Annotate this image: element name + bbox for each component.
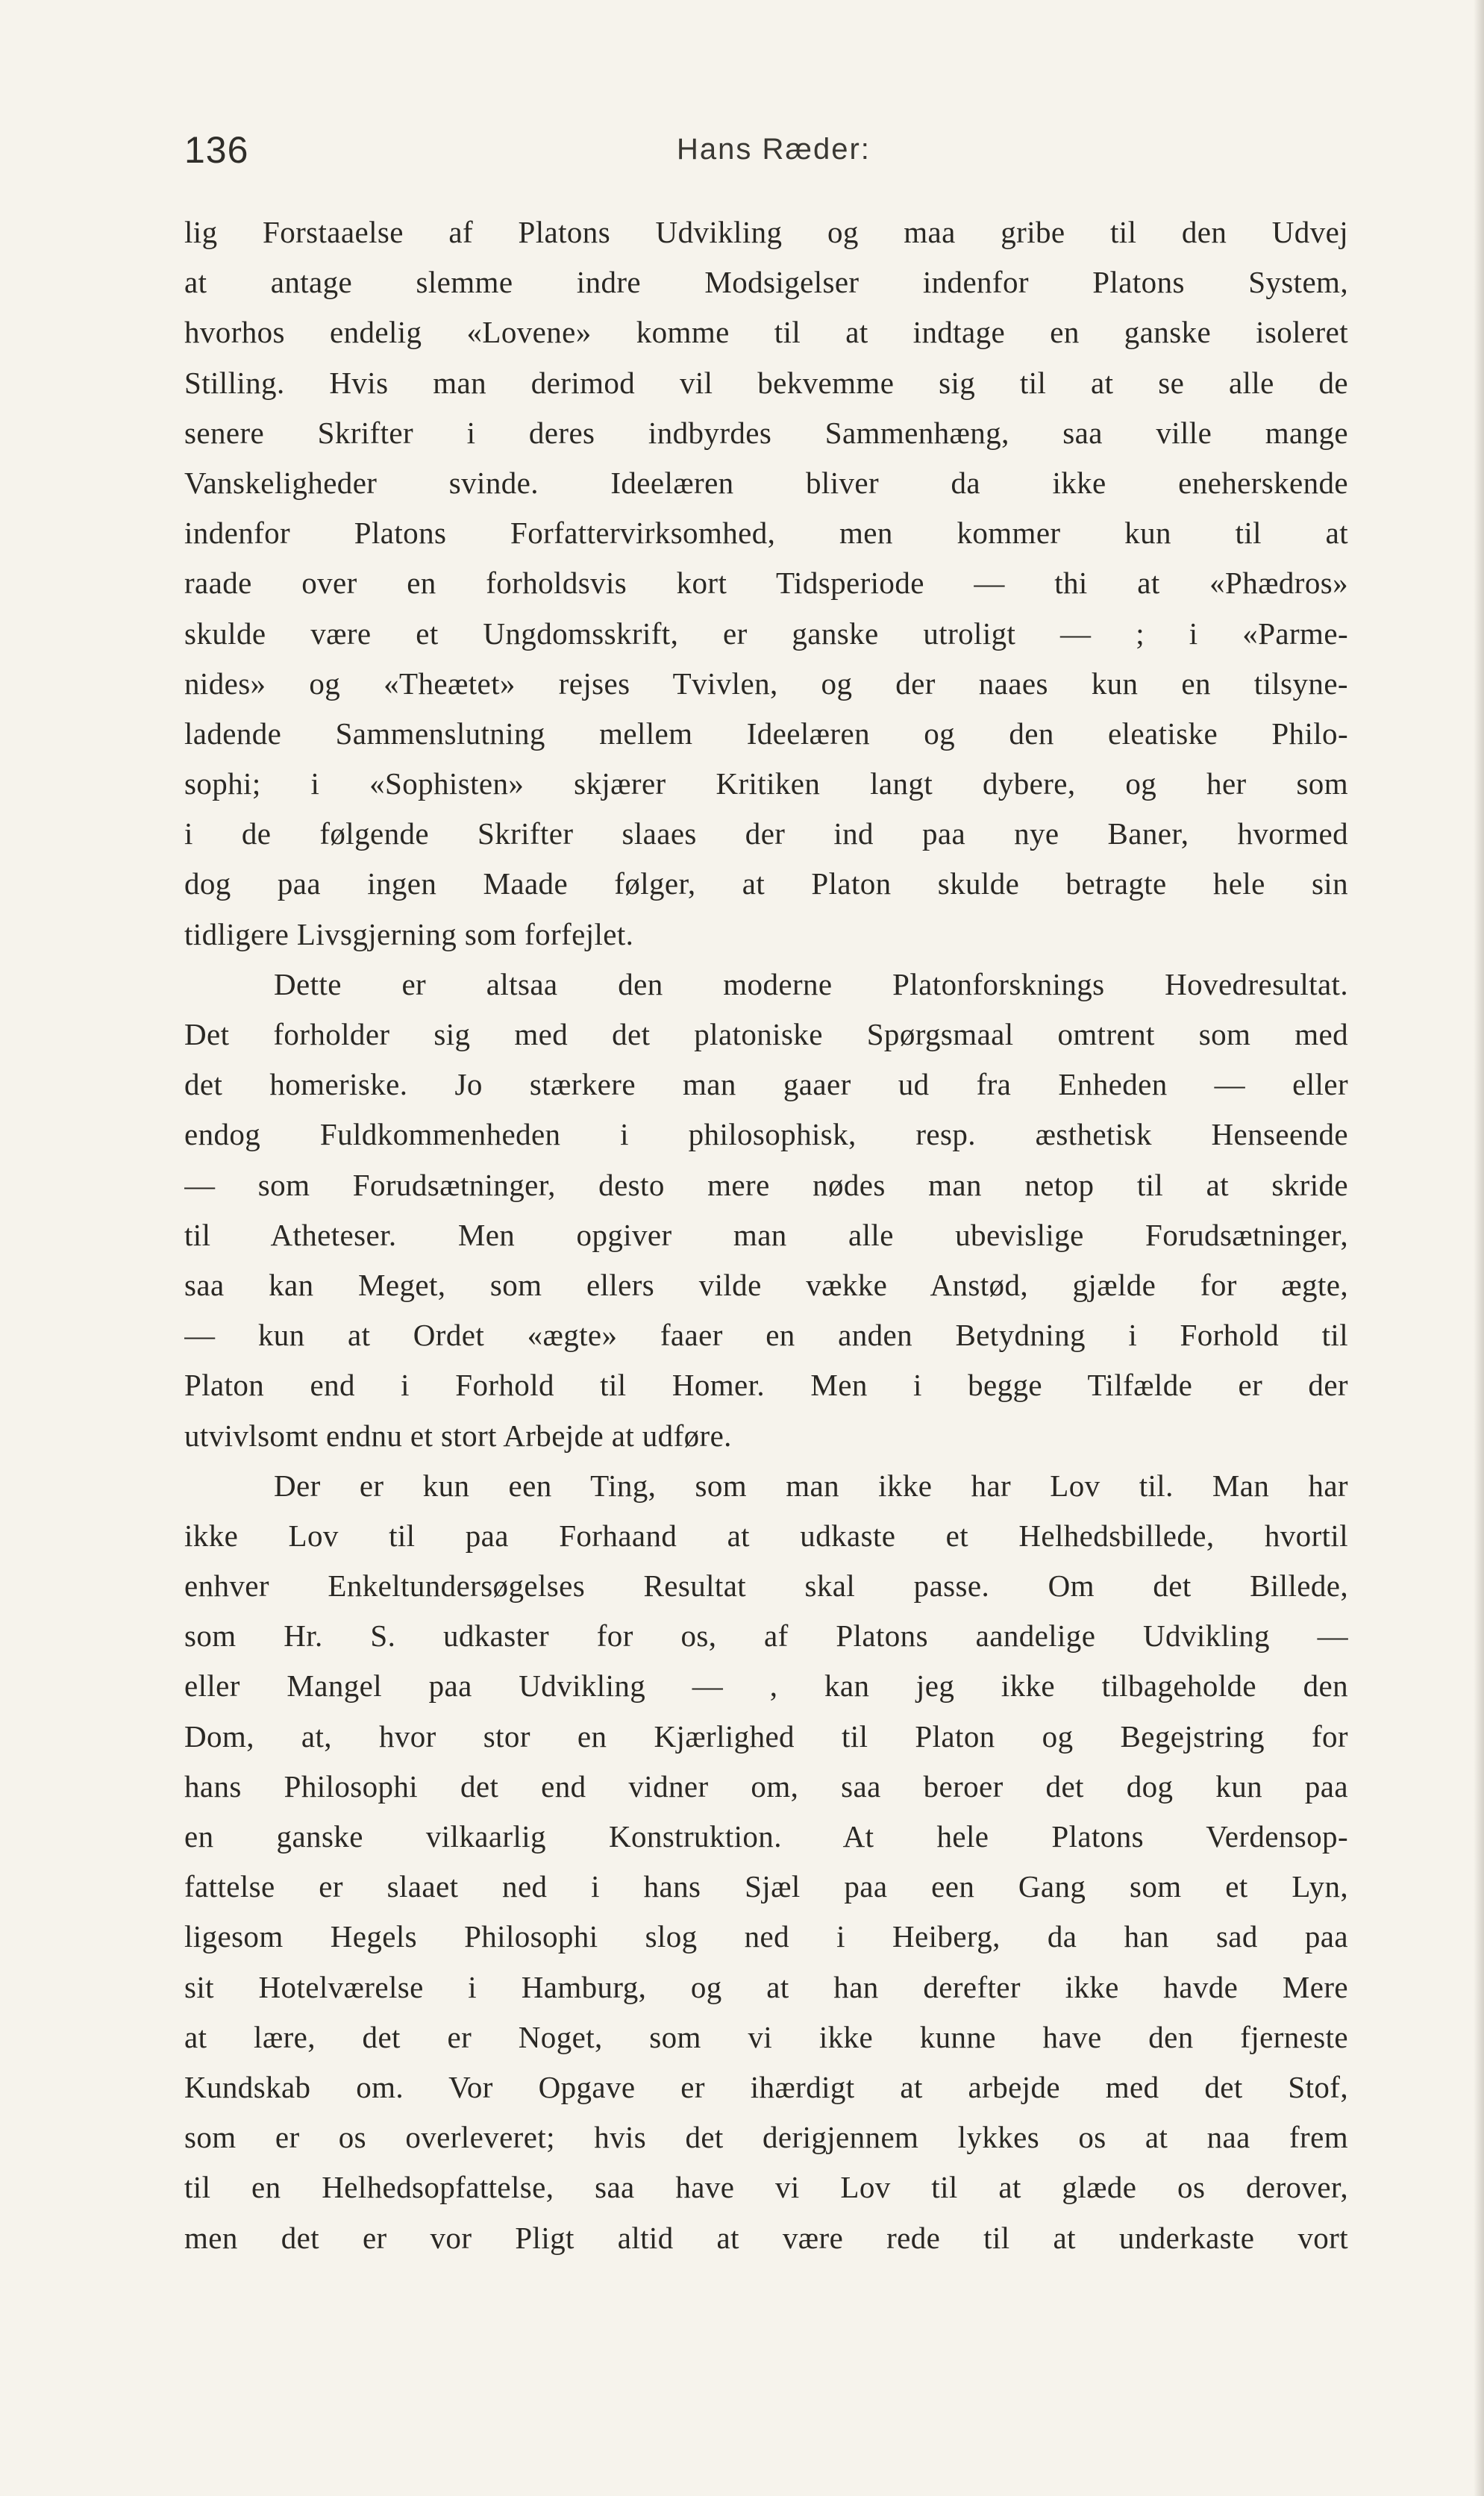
running-head: Hans Ræder:: [677, 133, 871, 166]
text-line: Der er kun een Ting, som man ikke har Lov til. Man har: [274, 1468, 1348, 1503]
text-line: men det er vor Pligt altid at være rede til at underkaste vort: [184, 2220, 1348, 2255]
text-line: i de følgende Skrifter slaaes der ind paa nye Baner, hvormed: [184, 816, 1348, 851]
text-line: Dom, at, hvor stor en Kjærlighed til Platon og Begejstring for: [184, 1718, 1348, 1754]
text-line: som Hr. S. udkaster for os, af Platons aandelige Udvikling —: [184, 1618, 1348, 1654]
text-line: en ganske vilkaarlig Konstruktion. At hele Platons Verdensop-: [184, 1819, 1348, 1854]
text-line: lig Forstaaelse af Platons Udvikling og maa gribe til den Udvej: [184, 215, 1348, 249]
text-line: til en Helhedsopfattelse, saa have vi Lov til at glæde os derover,: [184, 2170, 1348, 2205]
text-line: ikke Lov til paa Forhaand at udkaste et Helhedsbillede, hvortil: [184, 1518, 1348, 1553]
text-line: skulde være et Ungdomsskrift, er ganske utroligt — ; i «Parme-: [184, 616, 1348, 651]
text-line: — som Forudsætninger, desto mere nødes man netop til at skride: [184, 1167, 1348, 1202]
text-line: utvivlsomt endnu et stort Arbejde at udføre.: [184, 1418, 732, 1453]
text-line: at lære, det er Noget, som vi ikke kunne have den fjerneste: [184, 2019, 1348, 2054]
text-line: Kundskab om. Vor Opgave er ihærdigt at arbejde med det Stof,: [184, 2069, 1348, 2104]
text-line: sophi; i «Sophisten» skjærer Kritiken langt dybere, og her som: [184, 766, 1348, 801]
text-line: dog paa ingen Maade følger, at Platon skulde betragte hele sin: [184, 866, 1348, 901]
text-line: eller Mangel paa Udvikling — , kan jeg ikke tilbageholde den: [184, 1668, 1348, 1704]
text-line: som er os overleveret; hvis det derigjennem lykkes os at naa frem: [184, 2120, 1348, 2155]
text-line: Dette er altsaa den moderne Platonforsknings Hovedresultat.: [274, 966, 1348, 1001]
body-text: [184, 207, 1348, 2263]
text-line: enhver Enkeltundersøgelses Resultat skal passe. Om det Billede,: [184, 1568, 1348, 1604]
text-line: ladende Sammenslutning mellem Ideelæren og den eleatiske Philo-: [184, 716, 1348, 751]
text-line: Vanskeligheder svinde. Ideelæren bliver da ikke eneherskende: [184, 465, 1348, 500]
text-line: Det forholder sig med det platoniske Spørgsmaal omtrent som med: [184, 1017, 1348, 1051]
text-line: — kun at Ordet «ægte» faaer en anden Betydning i Forhold til: [184, 1318, 1348, 1353]
text-line: hvorhos endelig «Lovene» komme til at indtage en ganske isoleret: [184, 315, 1348, 350]
text-line: det homeriske. Jo stærkere man gaaer ud fra Enheden — eller: [184, 1067, 1348, 1102]
text-line: raade over en forholdsvis kort Tidsperiode — thi at «Phædros»: [184, 566, 1348, 601]
page-edge-shadow: [1474, 0, 1484, 2496]
text-line: sit Hotelværelse i Hamburg, og at han derefter ikke havde Mere: [184, 1969, 1348, 2004]
text-line: at antage slemme indre Modsigelser indenfor Platons System,: [184, 265, 1348, 300]
text-line: Platon end i Forhold til Homer. Men i begge Tilfælde er der: [184, 1368, 1348, 1403]
page-header: [184, 128, 1348, 181]
text-line: endog Fuldkommenheden i philosophisk, resp. æsthetisk Henseende: [184, 1117, 1348, 1152]
text-line: Stilling. Hvis man derimod vil bekvemme sig til at se alle de: [184, 365, 1348, 400]
text-line: tidligere Livsgjerning som forfejlet.: [184, 916, 634, 951]
text-line: indenfor Platons Forfattervirksomhed, men kommer kun til at: [184, 516, 1348, 551]
text-line: saa kan Meget, som ellers vilde vække Anstød, gjælde for ægte,: [184, 1267, 1348, 1302]
text-line: ligesom Hegels Philosophi slog ned i Heiberg, da han sad paa: [184, 1919, 1348, 1954]
page-number: 136: [184, 129, 249, 171]
text-line: fattelse er slaaet ned i hans Sjæl paa een Gang som et Lyn,: [184, 1869, 1348, 1904]
text-line: til Atheteser. Men opgiver man alle ubevislige Forudsætninger,: [184, 1217, 1348, 1252]
text-line: nides» og «Theætet» rejses Tvivlen, og der naaes kun en tilsyne-: [184, 666, 1348, 701]
text-line: senere Skrifter i deres indbyrdes Sammenhæng, saa ville mange: [184, 415, 1348, 450]
text-line: hans Philosophi det end vidner om, saa beroer det dog kun paa: [184, 1768, 1348, 1804]
